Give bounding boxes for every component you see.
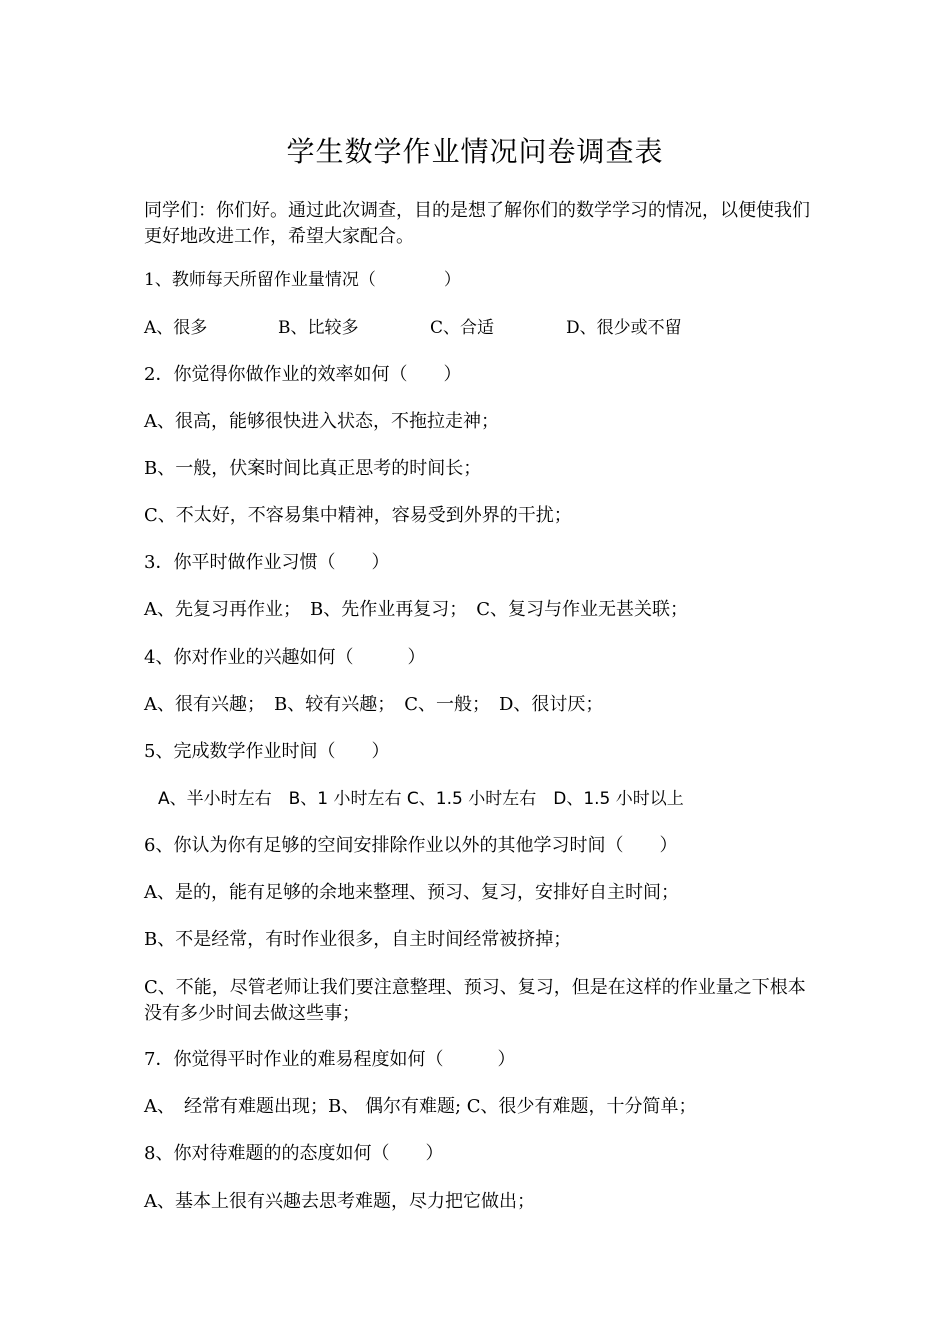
q2-option-b: B、一般，伏案时间比真正思考的时间长； [144,458,482,479]
question-4-options: A、很有兴趣； B、较有兴趣； C、一般； D、很讨厌； [144,694,604,715]
q6-option-c: C、不能，尽管老师让我们要注意整理、预习、复习，但是在这样的作业量之下根本没有多少时间去做这些事； [144,977,806,1024]
intro-paragraph: 同学们：你们好。通过此次调查，目的是想了解你们的数学学习的情况，以便使我们更好地改进工作，希望大家配合。 [144,200,810,247]
q2-option-a: A、很高，能够很快进入状态，不拖拉走神； [144,411,499,432]
question-7-options: A、 经常有难题出现；B、 偶尔有难题; C、很少有难题，十分简单； [144,1096,697,1117]
page-title: 学生数学作业情况问卷调查表 [286,135,664,168]
question-1: 1、教师每天所留作业量情况（ ） [144,270,461,290]
question-3: 3．你平时做作业习惯（ ） [144,552,390,573]
q1-option-d: D、很少或不留 [566,318,682,338]
q6-option-a: A、是的，能有足够的余地来整理、预习、复习，安排好自主时间； [144,882,679,903]
question-5: 5、完成数学作业时间（ ） [144,741,390,762]
question-6: 6、你认为你有足够的空间安排除作业以外的其他学习时间（ ） [144,835,678,856]
question-4: 4、你对作业的兴趣如何（ ） [144,647,426,668]
question-1-options [144,316,682,340]
question-5-options: A、半小时左右 B、1 小时左右 C、1.5 小时左右 D、1.5 小时以上 [158,789,684,809]
question-8: 8、你对待难题的的态度如何（ ） [144,1143,444,1164]
q1-option-a: A、很多 [144,318,208,338]
q1-option-b: B、比较多 [278,318,359,338]
question-2: 2．你觉得你做作业的效率如何（ ） [144,364,462,385]
q6-option-b: B、不是经常，有时作业很多，自主时间经常被挤掉； [144,929,572,950]
q8-option-a: A、基本上很有兴趣去思考难题，尽力把它做出； [144,1191,535,1212]
question-3-options: A、先复习再作业； B、先作业再复习； C、复习与作业无甚关联； [144,599,688,620]
q2-option-c: C、不太好，不容易集中精神，容易受到外界的干扰； [144,505,572,526]
question-7: 7．你觉得平时作业的难易程度如何（ ） [144,1049,516,1070]
q1-option-c: C、合适 [430,318,495,338]
